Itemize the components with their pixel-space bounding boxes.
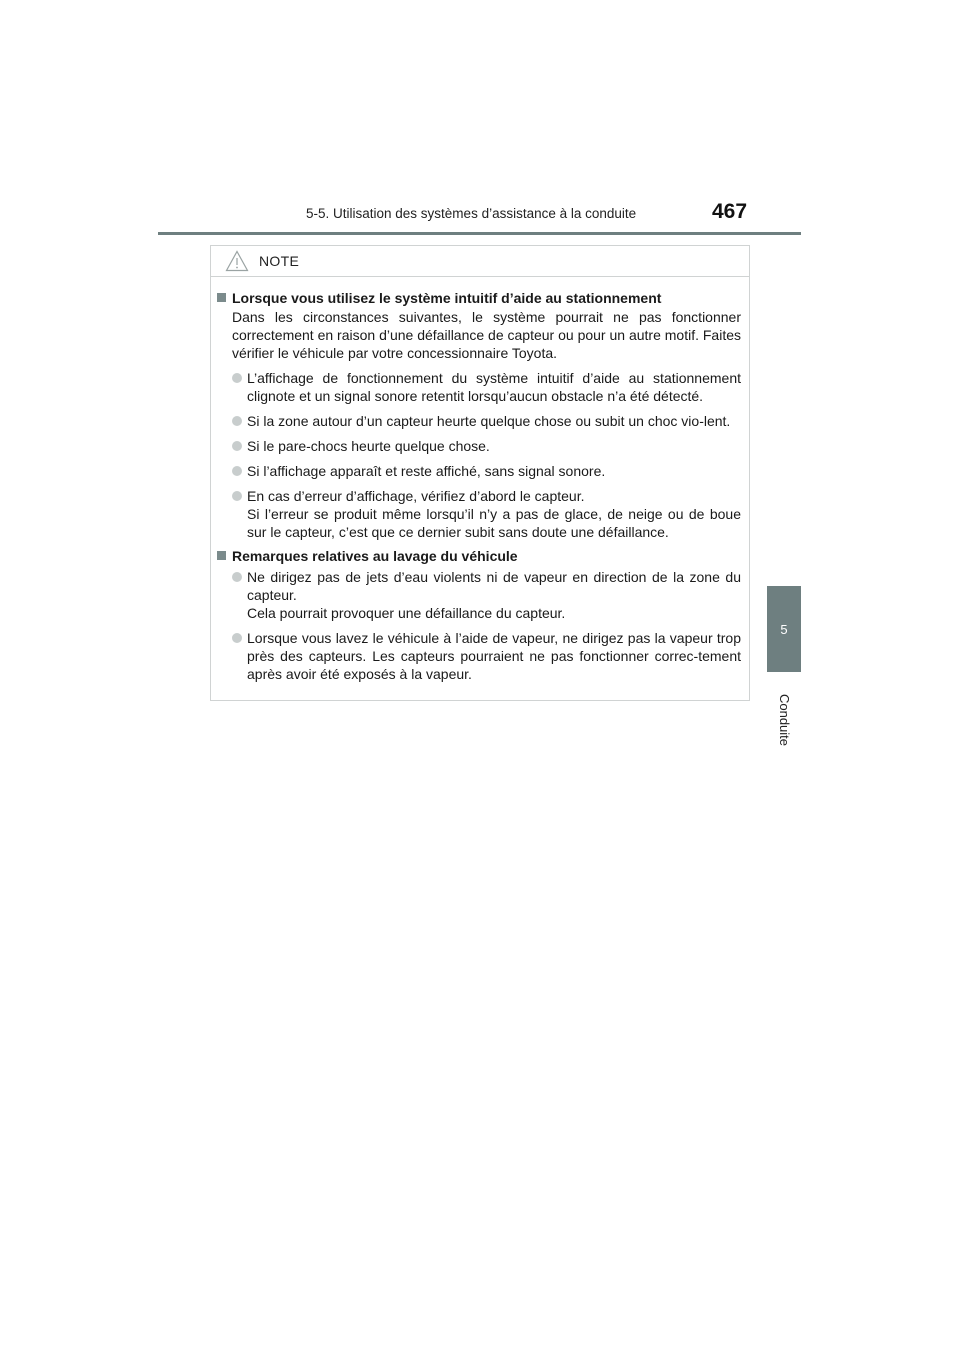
note-header — [211, 246, 749, 277]
list-item-text: Lorsque vous lavez le véhicule à l’aide de vapeur, ne dirigez pas la vapeur trop près des capteurs. Les capteurs pourraient ne pas fonctionner correc-tement après avoir été exposés à la vapeur. — [247, 630, 741, 682]
chapter-number: 5 — [780, 621, 788, 637]
list-item — [217, 437, 741, 455]
list-item — [217, 629, 741, 683]
warning-triangle-icon — [225, 250, 249, 272]
list-item-text: Si l’affichage apparaît et reste affiché, sans signal sonore. — [247, 463, 606, 479]
list-item-line: Si l’erreur se produit même lorsqu’il n’y a pas de glace, de neige ou de boue sur le capteur, c’est que ce dernier subit sans doute une défaillance. — [247, 506, 741, 540]
list-item-text: L’affichage de fonctionnement du système intuitif d’aide au stationnement clignote et un signal sonore retentit lorsqu’aucun obstacle n’a été détecté. — [247, 370, 741, 404]
section-paragraph: Dans les circonstances suivantes, le système pourrait ne pas fonctionner correctement en raison d’une défaillance de capteur ou pour un autre motif. Faites vérifier le véhicule par votre concessionnaire Toyota. — [232, 309, 741, 361]
bullet-dot-icon — [232, 633, 242, 643]
section-heading-text: Remarques relatives au lavage du véhicule — [232, 548, 518, 564]
section-header-title: 5-5. Utilisation des systèmes d’assistance à la conduite — [306, 206, 637, 221]
chapter-tab — [767, 586, 801, 672]
bullet-dot-icon — [232, 466, 242, 476]
bullet-dot-icon — [232, 373, 242, 383]
header-rule — [158, 232, 801, 235]
list-item-text: Si la zone autour d’un capteur heurte quelque chose ou subit un choc vio-lent. — [247, 413, 731, 429]
bullet-dot-icon — [232, 441, 242, 451]
list-item — [217, 568, 741, 622]
list-item-line: Ne dirigez pas de jets d’eau violents ni de vapeur en direction de la zone du capteur. — [247, 569, 741, 603]
list-item-line: En cas d’erreur d’affichage, vérifiez d’abord le capteur. — [247, 488, 585, 504]
page-number: 467 — [712, 200, 748, 223]
list-item-text — [247, 487, 741, 541]
list-item — [217, 462, 741, 480]
list-item — [217, 412, 741, 430]
section-heading — [217, 547, 741, 565]
chapter-label: Conduite — [777, 693, 792, 747]
bullet-dot-icon — [232, 491, 242, 501]
section-heading-text: Lorsque vous utilisez le système intuitif d’aide au stationnement — [232, 290, 662, 306]
list-item — [217, 487, 741, 541]
list-item-text: Si le pare-chocs heurte quelque chose. — [247, 438, 490, 454]
note-label: NOTE — [259, 253, 300, 269]
bullet-dot-icon — [232, 572, 242, 582]
list-item-text — [247, 568, 741, 622]
note-box — [210, 245, 750, 701]
square-bullet-icon — [217, 293, 226, 302]
list-item — [217, 369, 741, 405]
section-heading — [217, 289, 741, 307]
bullet-dot-icon — [232, 416, 242, 426]
note-body — [211, 277, 749, 683]
square-bullet-icon — [217, 551, 226, 560]
list-item-line: Cela pourrait provoquer une défaillance du capteur. — [247, 605, 566, 621]
